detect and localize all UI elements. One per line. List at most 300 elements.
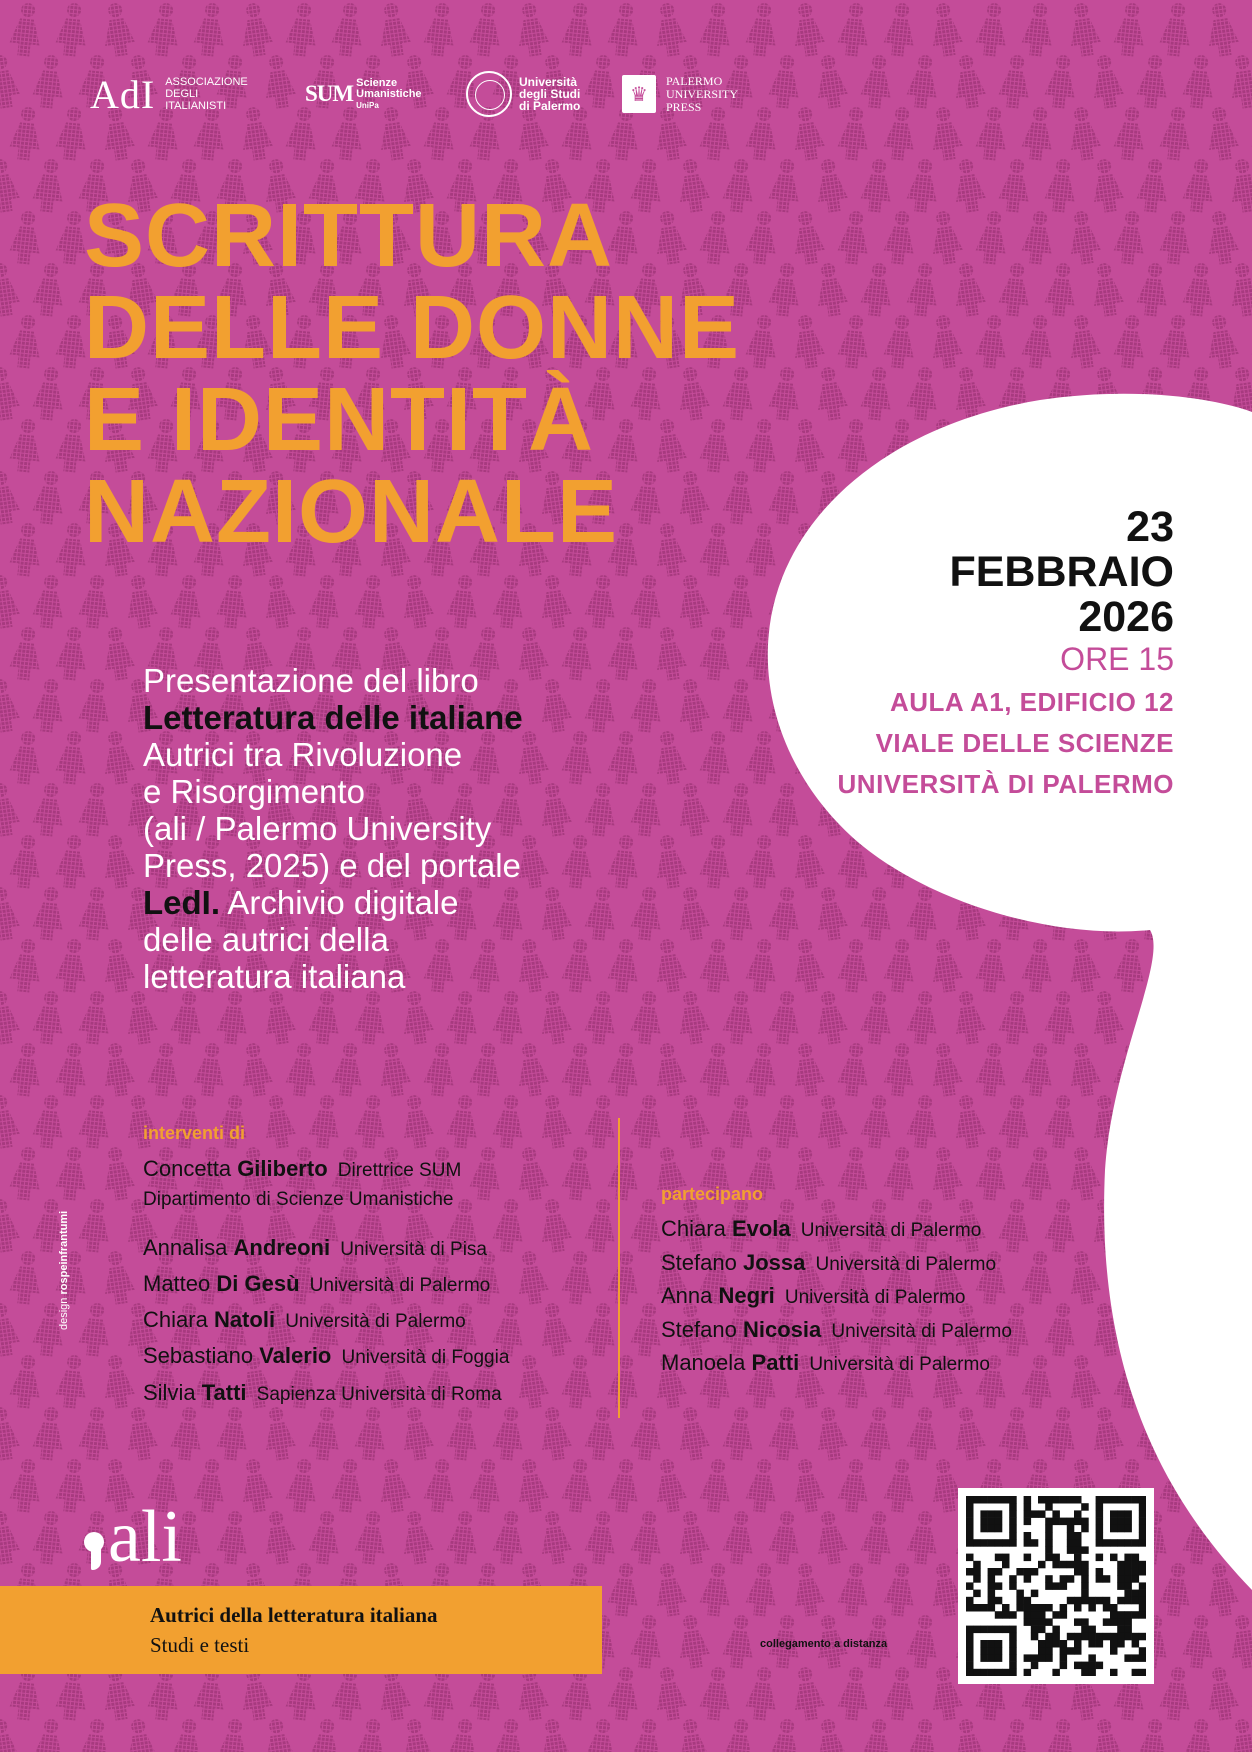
- woman-figure-icon: [882, 1146, 917, 1202]
- qr-module: [1038, 1626, 1046, 1634]
- woman-figure-icon: [491, 990, 526, 1046]
- qr-module: [1024, 1575, 1032, 1583]
- qr-module: [1045, 1532, 1053, 1540]
- qr-module: [1060, 1582, 1068, 1590]
- woman-figure-icon: [974, 314, 1009, 370]
- woman-figure-icon: [77, 574, 112, 630]
- qr-module: [1124, 1539, 1132, 1547]
- qr-module: [1045, 1496, 1053, 1504]
- qr-module: [1096, 1568, 1104, 1576]
- woman-figure-icon: [491, 574, 526, 630]
- qr-module: [1096, 1633, 1104, 1641]
- woman-figure-icon: [31, 886, 66, 942]
- person-surname: Di Gesù: [216, 1271, 300, 1296]
- qr-module: [1103, 1618, 1111, 1626]
- woman-figure-icon: [8, 834, 43, 890]
- qr-module: [1117, 1633, 1125, 1641]
- qr-module: [1060, 1561, 1068, 1569]
- qr-module: [988, 1568, 996, 1576]
- woman-figure-icon: [882, 1562, 917, 1618]
- woman-figure-icon: [721, 886, 756, 942]
- woman-figure-icon: [54, 834, 89, 890]
- qr-module: [1009, 1503, 1017, 1511]
- qr-module: [1045, 1554, 1053, 1562]
- qr-module: [1009, 1510, 1017, 1518]
- qr-module: [1132, 1554, 1140, 1562]
- woman-figure-icon: [789, 417, 826, 474]
- qr-module: [1038, 1654, 1046, 1662]
- person-affiliation: Università di Palermo: [815, 1254, 997, 1275]
- woman-figure-icon: [513, 1249, 550, 1306]
- woman-figure-icon: [905, 1510, 940, 1566]
- woman-figure-icon: [513, 1145, 550, 1202]
- woman-figure-icon: [674, 1093, 711, 1150]
- qr-module: [1081, 1669, 1089, 1676]
- title-line: DELLE DONNE: [84, 278, 741, 378]
- woman-figure-icon: [767, 1094, 802, 1150]
- woman-figure-icon: [721, 782, 756, 838]
- ali-mark: ali: [108, 1496, 182, 1578]
- event-month: FEBBRAIO: [949, 548, 1174, 596]
- woman-figure-icon: [905, 990, 940, 1046]
- qr-module: [988, 1654, 996, 1662]
- woman-figure-icon: [1020, 2, 1055, 58]
- woman-figure-icon: [859, 1510, 894, 1566]
- qr-module: [1060, 1662, 1068, 1670]
- woman-figure-icon: [375, 1041, 412, 1098]
- qr-module: [1060, 1604, 1068, 1612]
- qr-module: [1103, 1633, 1111, 1641]
- chair-speaker: [143, 1156, 461, 1182]
- woman-figure-icon: [1135, 54, 1170, 110]
- qr-module: [1045, 1640, 1053, 1648]
- woman-figure-icon: [422, 2, 457, 58]
- event-year: 2026: [1078, 593, 1174, 641]
- qr-module: [1024, 1568, 1032, 1576]
- qr-module: [1139, 1525, 1146, 1533]
- woman-figure-icon: [767, 262, 802, 318]
- sum-mark: SUM: [305, 81, 354, 106]
- qr-module: [1074, 1662, 1082, 1670]
- qr-module: [1024, 1554, 1032, 1562]
- qr-module: [1024, 1539, 1032, 1547]
- woman-figure-icon: [215, 990, 250, 1046]
- qr-module: [1124, 1525, 1132, 1533]
- qr-code[interactable]: [958, 1488, 1154, 1684]
- qr-module: [988, 1640, 996, 1648]
- woman-figure-icon: [1043, 262, 1078, 318]
- qr-module: [995, 1518, 1003, 1526]
- qr-module: [1139, 1611, 1146, 1619]
- person-first-name: Manoela: [661, 1350, 746, 1375]
- qr-module: [1124, 1611, 1132, 1619]
- event-date-venue: [838, 505, 1174, 805]
- woman-figure-icon: [122, 573, 159, 630]
- qr-module: [1009, 1518, 1017, 1526]
- ali-logo: [84, 1496, 182, 1578]
- person-first-name: Anna: [661, 1283, 713, 1308]
- qr-module: [1110, 1640, 1118, 1648]
- woman-figure-icon: [744, 522, 779, 578]
- person-surname: Negri: [718, 1283, 775, 1308]
- person-surname: Natoli: [213, 1307, 276, 1332]
- woman-figure-icon: [950, 157, 987, 214]
- woman-figure-icon: [77, 1302, 112, 1358]
- qr-module: [1067, 1575, 1075, 1583]
- woman-figure-icon: [8, 1042, 43, 1098]
- woman-figure-icon: [0, 1301, 21, 1358]
- qr-module: [1110, 1604, 1118, 1612]
- title-line: E IDENTITÀ: [84, 370, 595, 470]
- woman-figure-icon: [1020, 938, 1055, 994]
- woman-figure-icon: [491, 1510, 526, 1566]
- woman-figure-icon: [606, 1666, 641, 1722]
- woman-figure-icon: [744, 1042, 779, 1098]
- qr-module: [1110, 1539, 1118, 1547]
- woman-figure-icon: [1203, 1665, 1240, 1722]
- qr-module: [1081, 1633, 1089, 1641]
- woman-figure-icon: [398, 1717, 435, 1752]
- woman-figure-icon: [859, 366, 894, 422]
- woman-figure-icon: [560, 1354, 595, 1410]
- qr-module: [1074, 1554, 1082, 1562]
- qr-module: [973, 1669, 981, 1676]
- woman-figure-icon: [284, 1458, 319, 1514]
- woman-figure-icon: [629, 1614, 664, 1670]
- woman-figure-icon: [789, 937, 826, 994]
- woman-figure-icon: [698, 2, 733, 58]
- person-affiliation: Università di Palermo: [831, 1321, 1012, 1342]
- qr-module: [995, 1510, 1003, 1518]
- woman-figure-icon: [812, 1509, 849, 1566]
- qr-module: [1038, 1510, 1046, 1518]
- woman-figure-icon: [767, 1718, 802, 1752]
- qr-module: [1103, 1575, 1111, 1583]
- woman-figure-icon: [99, 1145, 136, 1202]
- woman-figure-icon: [99, 1353, 136, 1410]
- woman-figure-icon: [674, 573, 711, 630]
- woman-figure-icon: [651, 1561, 688, 1618]
- qr-module: [1052, 1640, 1060, 1648]
- qr-module: [1117, 1518, 1125, 1526]
- book-title: Letteratura delle italiane: [143, 699, 523, 736]
- woman-figure-icon: [1226, 1613, 1252, 1670]
- woman-figure-icon: [1112, 314, 1147, 370]
- woman-figure-icon: [560, 2, 595, 58]
- qr-module: [980, 1525, 988, 1533]
- qr-module: [1052, 1669, 1060, 1676]
- qr-module: [1096, 1532, 1104, 1540]
- qr-module: [1074, 1510, 1082, 1518]
- woman-figure-icon: [882, 938, 917, 994]
- woman-figure-icon: [1043, 1198, 1078, 1254]
- woman-figure-icon: [536, 1301, 573, 1358]
- qr-module: [1009, 1611, 1017, 1619]
- woman-figure-icon: [1043, 1094, 1078, 1150]
- qr-module: [1139, 1496, 1146, 1504]
- person-surname: Tatti: [201, 1380, 247, 1405]
- qr-module: [1110, 1518, 1118, 1526]
- woman-figure-icon: [836, 314, 871, 370]
- qr-module: [1081, 1561, 1089, 1569]
- qr-module: [980, 1626, 988, 1634]
- qr-module: [966, 1597, 974, 1605]
- woman-figure-icon: [767, 54, 802, 110]
- pup-logo: [622, 70, 738, 118]
- woman-figure-icon: [1088, 53, 1125, 110]
- woman-figure-icon: [54, 1354, 89, 1410]
- qr-module: [1088, 1669, 1096, 1676]
- woman-figure-icon: [997, 1718, 1032, 1752]
- woman-figure-icon: [491, 1406, 526, 1462]
- woman-figure-icon: [721, 1406, 756, 1462]
- woman-figure-icon: [721, 1718, 756, 1752]
- qr-module: [1031, 1568, 1039, 1576]
- qr-module: [1139, 1647, 1146, 1655]
- woman-figure-icon: [789, 833, 826, 890]
- participant-item: [661, 1283, 965, 1309]
- qr-module: [1024, 1510, 1032, 1518]
- woman-figure-icon: [31, 262, 66, 318]
- qr-module: [980, 1654, 988, 1662]
- venue-line: AULA A1, EDIFICIO 12: [889, 687, 1174, 717]
- qr-module: [1031, 1590, 1039, 1598]
- woman-figure-icon: [54, 106, 89, 162]
- qr-module: [1009, 1662, 1017, 1670]
- qr-module: [1124, 1510, 1132, 1518]
- woman-figure-icon: [905, 1094, 940, 1150]
- woman-figure-icon: [0, 157, 21, 214]
- woman-figure-icon: [1065, 313, 1102, 370]
- qr-module: [1067, 1546, 1075, 1554]
- woman-figure-icon: [1043, 1302, 1078, 1358]
- speaker-item: [143, 1271, 490, 1297]
- qr-module: [1139, 1568, 1146, 1576]
- woman-figure-icon: [422, 1042, 457, 1098]
- woman-figure-icon: [721, 1094, 756, 1150]
- woman-figure-icon: [1158, 1562, 1193, 1618]
- woman-figure-icon: [77, 1198, 112, 1254]
- woman-figure-icon: [215, 1510, 250, 1566]
- woman-figure-icon: [1181, 54, 1216, 110]
- woman-figure-icon: [674, 1509, 711, 1566]
- qr-module: [1067, 1539, 1075, 1547]
- woman-figure-icon: [836, 1666, 871, 1722]
- qr-module: [980, 1669, 988, 1676]
- qr-module: [1132, 1640, 1140, 1648]
- woman-figure-icon: [606, 1042, 641, 1098]
- qr-module: [1096, 1575, 1104, 1583]
- woman-figure-icon: [674, 1405, 711, 1462]
- speakers-label: interventi di: [143, 1123, 246, 1143]
- woman-figure-icon: [536, 1197, 573, 1254]
- woman-figure-icon: [422, 1458, 457, 1514]
- qr-module: [966, 1510, 974, 1518]
- woman-figure-icon: [122, 989, 159, 1046]
- woman-figure-icon: [215, 574, 250, 630]
- qr-module: [966, 1654, 974, 1662]
- woman-figure-icon: [674, 1717, 711, 1752]
- qr-module: [1081, 1568, 1089, 1576]
- qr-module: [1002, 1669, 1010, 1676]
- qr-module: [1074, 1568, 1082, 1576]
- pup-line: UNIVERSITY: [666, 86, 738, 101]
- woman-figure-icon: [789, 209, 826, 266]
- qr-module: [1052, 1510, 1060, 1518]
- qr-module: [1081, 1618, 1089, 1626]
- woman-figure-icon: [468, 1458, 503, 1514]
- woman-figure-icon: [536, 573, 573, 630]
- qr-module: [1060, 1575, 1068, 1583]
- qr-module: [1031, 1539, 1039, 1547]
- woman-figure-icon: [698, 834, 733, 890]
- woman-figure-icon: [8, 1354, 43, 1410]
- woman-figure-icon: [536, 1405, 573, 1462]
- woman-figure-icon: [192, 1458, 227, 1514]
- woman-figure-icon: [0, 261, 21, 318]
- woman-figure-icon: [721, 1614, 756, 1670]
- qr-module: [988, 1647, 996, 1655]
- woman-figure-icon: [789, 1457, 826, 1514]
- woman-figure-icon: [698, 1458, 733, 1514]
- qr-module: [1110, 1647, 1118, 1655]
- woman-figure-icon: [1226, 53, 1252, 110]
- woman-figure-icon: [398, 989, 435, 1046]
- woman-figure-icon: [583, 1406, 618, 1462]
- qr-module: [1052, 1518, 1060, 1526]
- qr-module: [1024, 1604, 1032, 1612]
- qr-module: [988, 1539, 996, 1547]
- qr-module: [1081, 1590, 1089, 1598]
- presentation-line: e Risorgimento: [143, 773, 365, 810]
- woman-figure-icon: [215, 1718, 250, 1752]
- qr-module: [1067, 1561, 1075, 1569]
- woman-figure-icon: [698, 1042, 733, 1098]
- qr-module: [1124, 1590, 1132, 1598]
- qr-module: [1088, 1626, 1096, 1634]
- woman-figure-icon: [1043, 54, 1078, 110]
- chair-department: Dipartimento di Scienze Umanistiche: [143, 1189, 454, 1210]
- woman-figure-icon: [1088, 157, 1125, 214]
- person-surname: Evola: [731, 1216, 791, 1241]
- qr-module: [1002, 1626, 1010, 1634]
- woman-figure-icon: [77, 1094, 112, 1150]
- qr-module: [1124, 1568, 1132, 1576]
- qr-module: [1081, 1582, 1089, 1590]
- qr-module: [1052, 1554, 1060, 1562]
- qr-module: [1024, 1654, 1032, 1662]
- woman-figure-icon: [721, 678, 756, 734]
- qr-module: [980, 1647, 988, 1655]
- woman-figure-icon: [1158, 1666, 1193, 1722]
- woman-figure-icon: [8, 938, 43, 994]
- woman-figure-icon: [1158, 106, 1193, 162]
- qr-module: [1045, 1582, 1053, 1590]
- woman-figure-icon: [1112, 106, 1147, 162]
- qr-module: [1110, 1618, 1118, 1626]
- woman-figure-icon: [974, 2, 1009, 58]
- qr-module: [995, 1597, 1003, 1605]
- woman-figure-icon: [882, 1042, 917, 1098]
- woman-figure-icon: [237, 1041, 274, 1098]
- qr-module: [1038, 1496, 1046, 1504]
- qr-module: [1009, 1647, 1017, 1655]
- woman-figure-icon: [1181, 1718, 1216, 1752]
- woman-figure-icon: [560, 1042, 595, 1098]
- qr-module: [1081, 1546, 1089, 1554]
- person-affiliation: Direttrice SUM: [337, 1160, 462, 1181]
- woman-figure-icon: [0, 677, 21, 734]
- qr-module: [1038, 1561, 1046, 1569]
- woman-figure-icon: [629, 990, 664, 1046]
- column-divider: [618, 1118, 620, 1418]
- person-surname: Giliberto: [237, 1156, 328, 1181]
- participant-item: [661, 1216, 981, 1242]
- qr-module: [973, 1575, 981, 1583]
- qr-code-icon[interactable]: [966, 1496, 1146, 1676]
- qr-module: [1124, 1518, 1132, 1526]
- venue-line: UNIVERSITÀ DI PALERMO: [837, 769, 1174, 799]
- qr-module: [1074, 1604, 1082, 1612]
- woman-figure-icon: [0, 989, 21, 1046]
- woman-figure-icon: [744, 314, 779, 370]
- qr-module: [1045, 1546, 1053, 1554]
- woman-figure-icon: [651, 1041, 688, 1098]
- qr-module: [1074, 1496, 1082, 1504]
- woman-figure-icon: [674, 989, 711, 1046]
- woman-figure-icon: [31, 1406, 66, 1462]
- woman-figure-icon: [698, 1562, 733, 1618]
- sum-line: Umanistiche: [356, 87, 422, 100]
- woman-figure-icon: [905, 1614, 940, 1670]
- qr-module: [988, 1626, 996, 1634]
- woman-figure-icon: [859, 54, 894, 110]
- qr-module: [1009, 1582, 1017, 1590]
- woman-figure-icon: [905, 158, 940, 214]
- qr-module: [1045, 1647, 1053, 1655]
- woman-figure-icon: [8, 1250, 43, 1306]
- qr-module: [1009, 1640, 1017, 1648]
- woman-figure-icon: [927, 937, 964, 994]
- woman-figure-icon: [1181, 262, 1216, 318]
- woman-figure-icon: [8, 106, 43, 162]
- woman-figure-icon: [882, 314, 917, 370]
- woman-figure-icon: [721, 574, 756, 630]
- qr-module: [1045, 1503, 1053, 1511]
- woman-figure-icon: [859, 262, 894, 318]
- woman-figure-icon: [169, 1406, 204, 1462]
- qr-module: [1124, 1496, 1132, 1504]
- woman-figure-icon: [77, 1718, 112, 1752]
- woman-figure-icon: [1203, 105, 1240, 162]
- woman-figure-icon: [122, 1717, 159, 1752]
- qr-module: [1124, 1582, 1132, 1590]
- woman-figure-icon: [0, 781, 21, 838]
- woman-figure-icon: [698, 626, 733, 682]
- person-first-name: Chiara: [143, 1307, 208, 1332]
- woman-figure-icon: [260, 1093, 297, 1150]
- qr-module: [1024, 1597, 1032, 1605]
- woman-figure-icon: [836, 1146, 871, 1202]
- woman-figure-icon: [744, 106, 779, 162]
- qr-module: [1132, 1654, 1140, 1662]
- qr-module: [1024, 1532, 1032, 1540]
- woman-figure-icon: [1135, 262, 1170, 318]
- woman-figure-icon: [422, 106, 457, 162]
- qr-module: [1088, 1662, 1096, 1670]
- woman-figure-icon: [1065, 1041, 1102, 1098]
- woman-figure-icon: [997, 1094, 1032, 1150]
